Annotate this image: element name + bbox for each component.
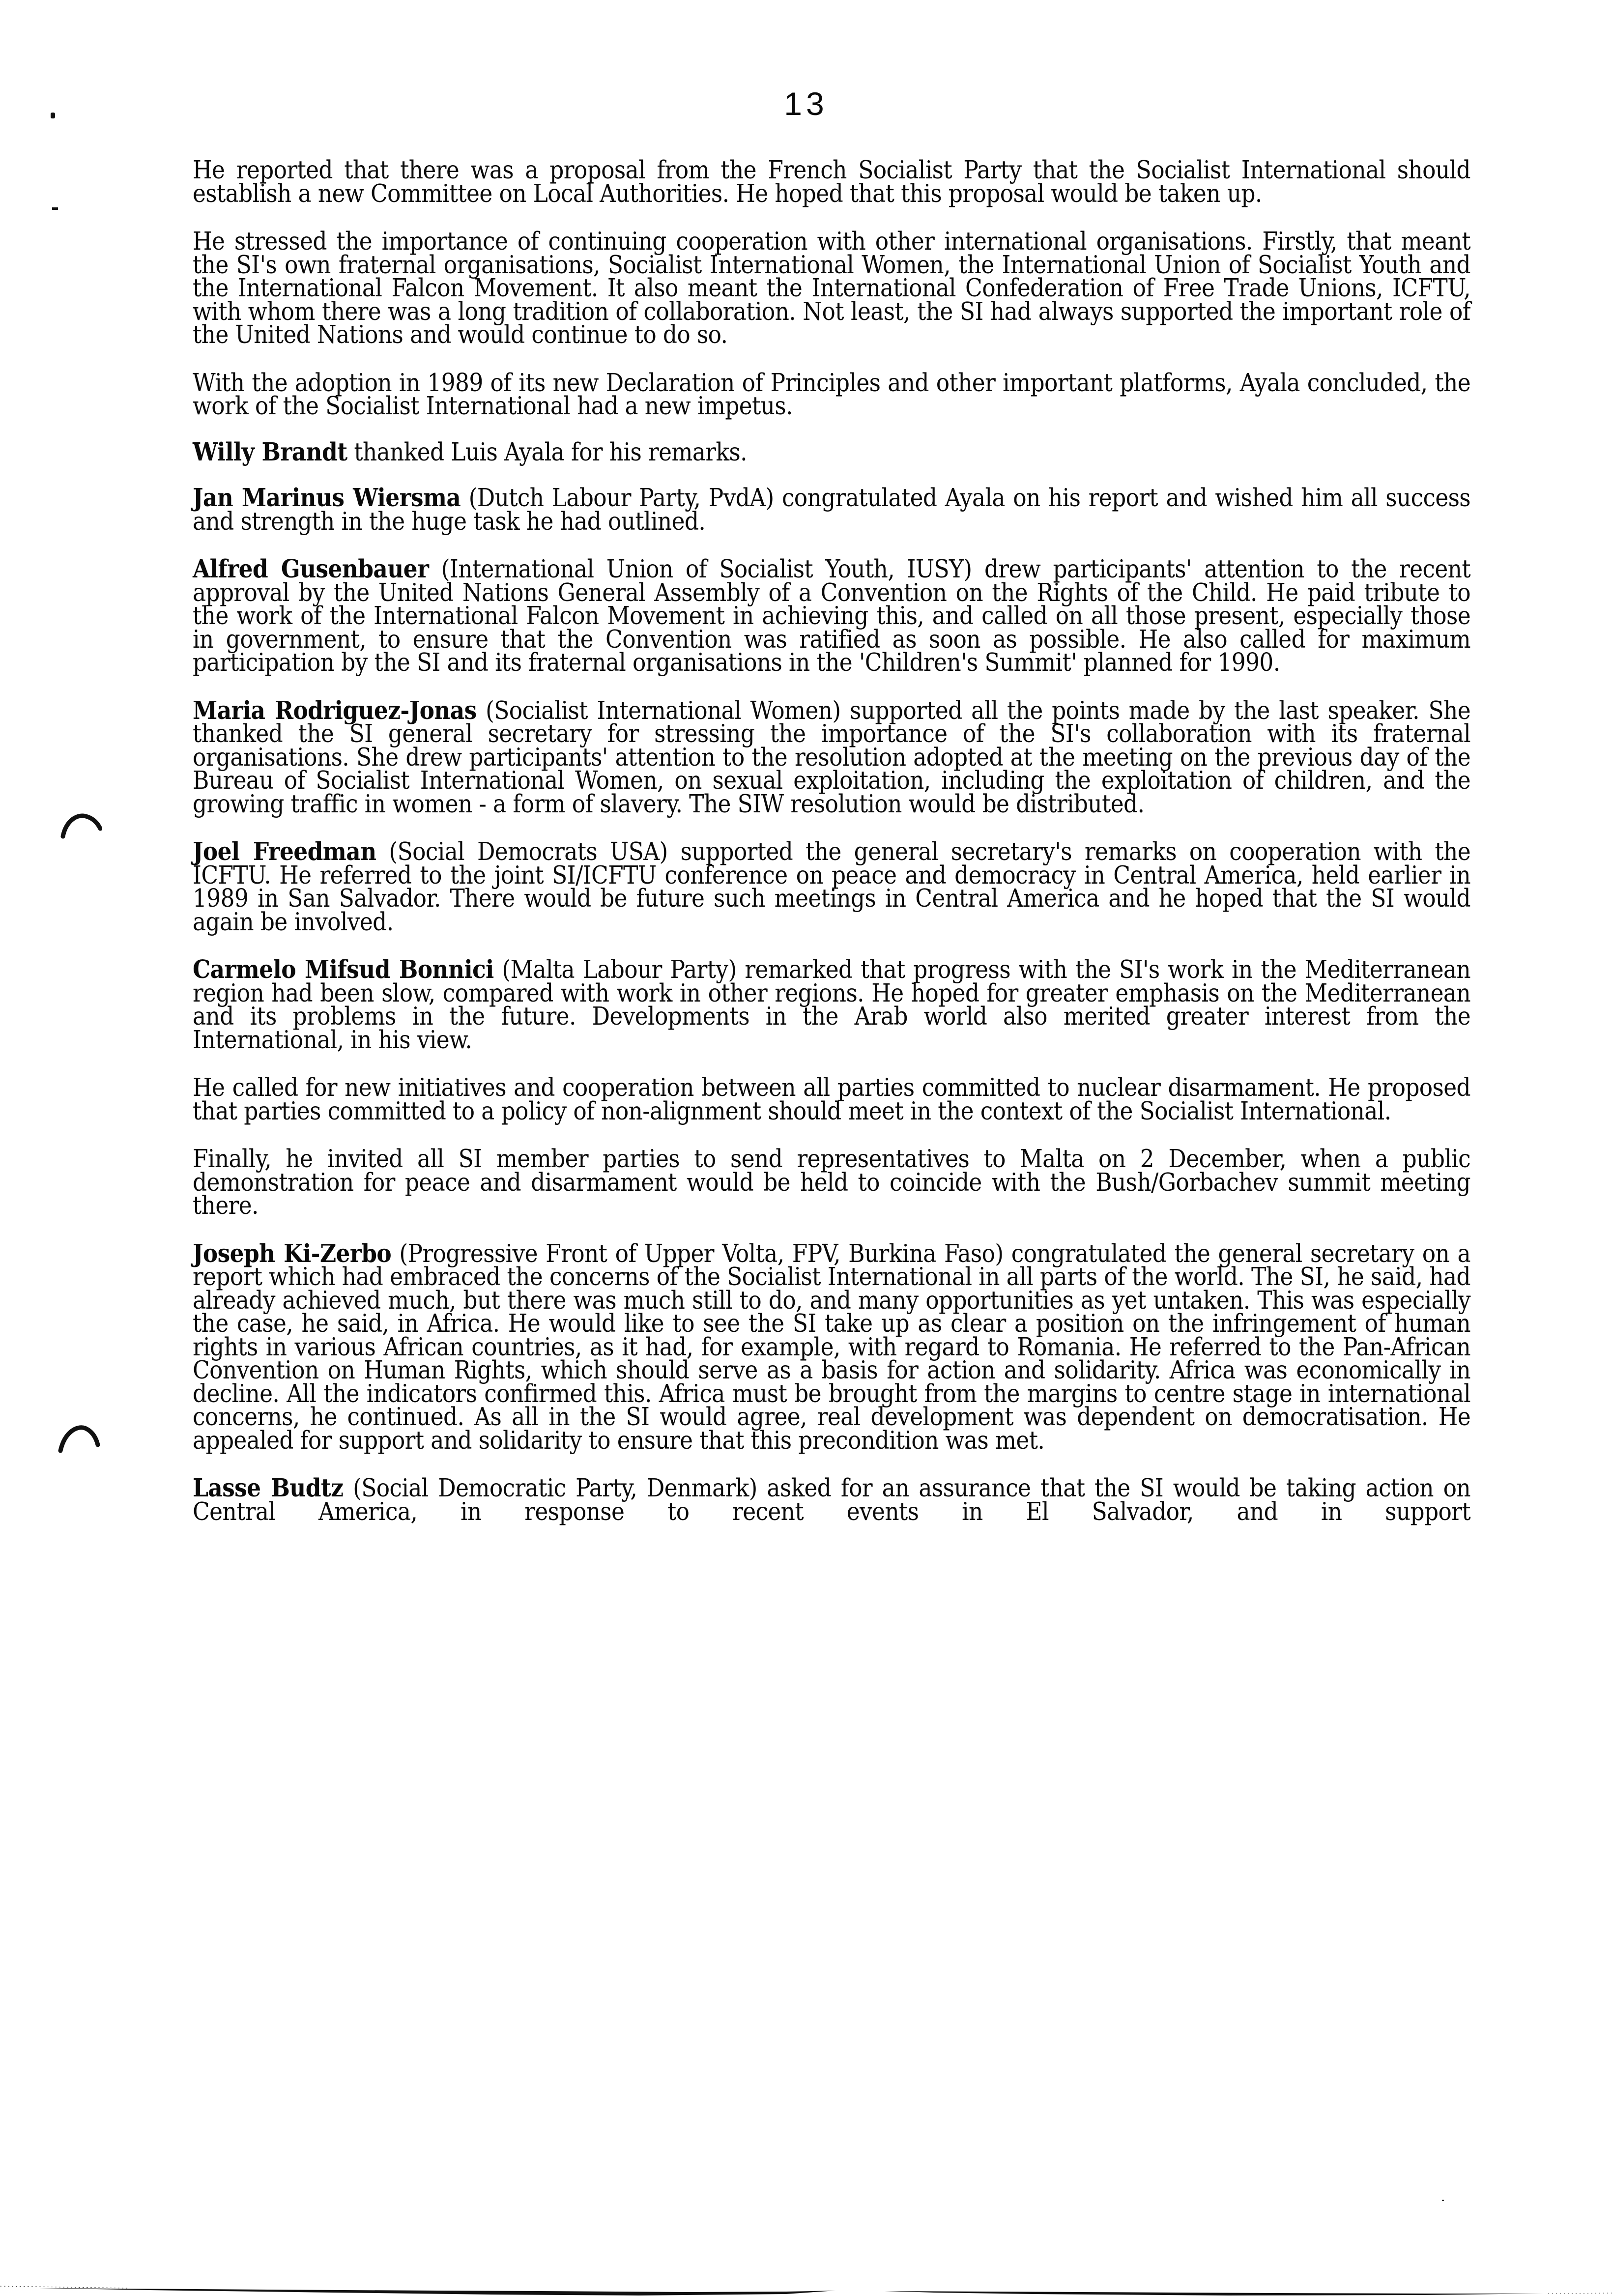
paragraph [193, 554, 1470, 677]
paragraph-text: (Social Democratic Party, Denmark) asked for an assurance that the SI would be taking action on Central America, in response to recent events in El Salvador, and in support [193, 1473, 1470, 1526]
scan-speck [1442, 2200, 1444, 2201]
paragraph [193, 155, 1470, 208]
document-body [193, 155, 1471, 1526]
paragraph [193, 695, 1470, 818]
speaker-name: Willy Brandt [193, 437, 347, 466]
paragraph [193, 1073, 1470, 1125]
paragraph-text: He stressed the importance of continuing cooperation with other international organisations. Firstly, that meant the SI's own fraternal organisations, Socialist International Women, the International Union of Socialist Youth and the International Falcon Movement. It also meant the International Confederation of Free Trade Unions, ICFTU, with whom there was a long tradition of collaboration. Not least, the SI had always supported the important role of the United Nations and would continue to do so. [193, 227, 1470, 349]
paragraph-text: He reported that there was a proposal from the French Socialist Party that the Socialist International should establish a new Committee on Local Authorities. He hoped that this proposal would be taken up. [193, 155, 1470, 208]
paragraph [193, 1238, 1470, 1455]
paragraph [193, 1473, 1470, 1526]
paragraph [193, 437, 1470, 466]
margin-arc-mark [57, 1420, 101, 1455]
paragraph [193, 483, 1471, 536]
speaker-name: Joseph Ki-Zerbo [193, 1238, 392, 1268]
speaker-name: Carmelo Mifsud Bonnici [193, 955, 494, 984]
speaker-name: Lasse Budtz [193, 1473, 344, 1502]
page-number: 13 [784, 86, 828, 122]
paragraph-text: (Social Democrats USA) supported the general secretary's remarks on cooperation with the ICFTU. He referred to the joint SI/ICFTU conference on peace and democracy in Central America, held earlier in 1989 in San Salvador. There would be future such meetings in Central America and he hoped that the SI would again be involved. [193, 837, 1470, 936]
paragraph-text: thanked Luis Ayala for his remarks. [347, 437, 747, 466]
paragraph-text: (International Union of Socialist Youth, IUSY) drew participants' attention to the recent approval by the United Nations General Assembly of a Convention on the Rights of the Child. He paid tribute to the work of the International Falcon Movement in achieving this, and called on all those present, especially those in government, to ensure that the Convention was ratified as soon as possible. He also called for maximum participation by the SI and its fraternal organisations in the 'Children's Summit' planned for 1990. [193, 554, 1470, 677]
paragraph [193, 955, 1470, 1054]
paragraph-text: He called for new initiatives and cooperation between all parties committed to nuclear disarmament. He proposed that parties committed to a policy of non-alignment should meet in the context of the Socialist International. [193, 1073, 1470, 1125]
paragraph-text: (Malta Labour Party) remarked that progress with the SI's work in the Mediterranean region had been slow, compared with work in other regions. He hoped for greater emphasis on the Mediterranean and its problems in the future. Developments in the Arab world also merited greater interest from the International, in his view. [193, 955, 1470, 1054]
paragraph-text: (Socialist International Women) supported all the points made by the last speaker. She thanked the SI general secretary for stressing the importance of the SI's collaboration with its fraternal organisations. She drew participants' attention to the resolution adopted at the meeting on the previous day of the Bureau of Socialist International Women, on sexual exploitation, including the exploitation of children, and the growing traffic in women - a form of slavery. The SIW resolution would be distributed. [193, 695, 1470, 818]
paragraph [193, 368, 1470, 420]
paragraph-text: Finally, he invited all SI member parties to send representatives to Malta on 2 December, when a public demonstration for peace and disarmament would be held to coincide with the Bush/Gorbachev summit meeting there. [193, 1144, 1470, 1220]
margin-dash-mark [52, 207, 58, 210]
scan-edge-shadow [0, 2276, 1612, 2296]
paragraph [193, 837, 1470, 936]
speaker-name: Jan Marinus Wiersma [193, 483, 461, 512]
speaker-name: Joel Freedman [193, 837, 376, 866]
paragraph [193, 227, 1470, 349]
paragraph [193, 1144, 1470, 1220]
paragraph-text: (Progressive Front of Upper Volta, FPV, Burkina Faso) congratulated the general secretary on a report which had embraced the concerns of the Socialist International in all parts of the world. The SI, he said, had already achieved much, but there was much still to do, and many opportunities as yet untaken. This was especially the case, he said, in Africa. He would like to see the SI take up as clear a position on the infringement of human rights in various African countries, as it had, for example, with regard to Romania. He referred to the Pan-African Convention on Human Rights, which should serve as a basis for action and solidarity. Africa was economically in decline. All the indicators confirmed this. Africa must be brought from the margins to centre stage in international concerns, he continued. As all in the SI would agree, real development was dependent on democratisation. He appealed for support and solidarity to ensure that this precondition was met. [193, 1238, 1470, 1455]
margin-dot-mark [51, 113, 55, 118]
speaker-name: Maria Rodriguez-Jonas [193, 695, 477, 725]
margin-arc-mark [58, 806, 102, 840]
paragraph-text: (Dutch Labour Party, PvdA) congratulated Ayala on his report and wished him all success and strength in the huge task he had outlined. [193, 483, 1471, 536]
paragraph-text: With the adoption in 1989 of its new Declaration of Principles and other important platforms, Ayala concluded, the work of the Socialist International had a new impetus. [193, 368, 1470, 420]
speaker-name: Alfred Gusenbauer [193, 554, 429, 583]
